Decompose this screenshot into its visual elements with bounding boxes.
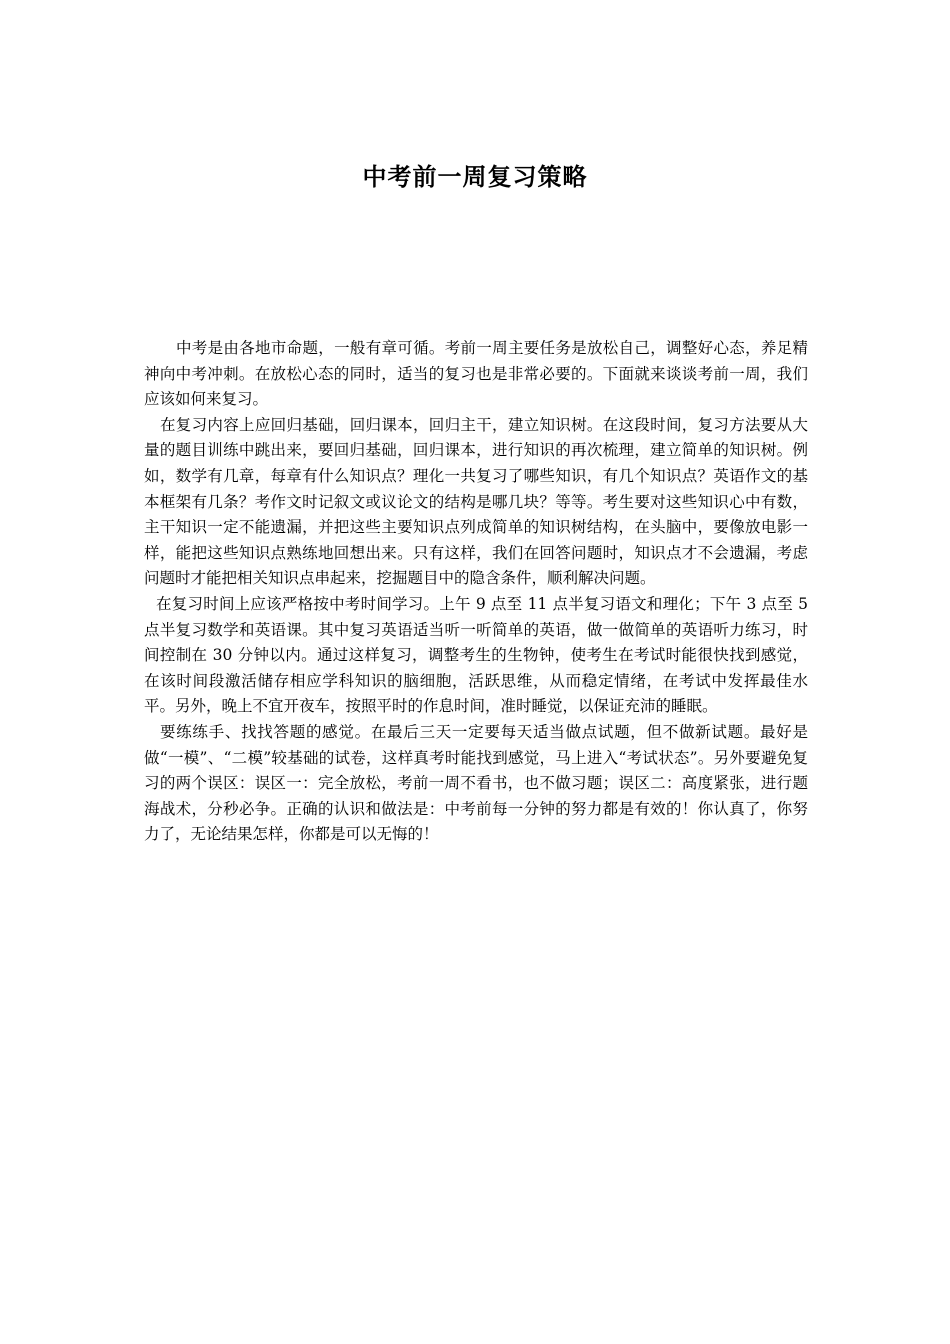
document-body bbox=[144, 336, 808, 848]
paragraph-practice: 要练练手、找找答题的感觉。在最后三天一定要每天适当做点试题，但不做新试题。最好是做“一模”、“二模”较基础的试卷，这样真考时能找到感觉，马上进入“考试状态”。另外要避免复习的两个误区：误区一：完全放松，考前一周不看书，也不做习题；误区二：高度紧张，进行题海战术，分秒必争。正确的认识和做法是：中考前每一分钟的努力都是有效的！你认真了，你努力了，无论结果怎样，你都是可以无悔的！ bbox=[144, 722, 808, 844]
paragraph-content-review: 在复习内容上应回归基础，回归课本，回归主干，建立知识树。在这段时间，复习方法要从大量的题目训练中跳出来，要回归基础，回归课本，进行知识的再次梳理，建立简单的知识树。例如，数学有几章，每章有什么知识点？理化一共复习了哪些知识，有几个知识点？英语作文的基本框架有几条？考作文时记叙文或议论文的结构是哪几块？等等。考生要对这些知识心中有数，主干知识一定不能遗漏，并把这些主要知识点列成简单的知识树结构，在头脑中，要像放电影一样，能把这些知识点熟练地回想出来。只有这样，我们在回答问题时，知识点才不会遗漏，考虑问题时才能把相关知识点串起来，挖掘题目中的隐含条件，顺利解决问题。 bbox=[144, 415, 808, 588]
paragraph-time-schedule: 在复习时间上应该严格按中考时间学习。上午 9 点至 11 点半复习语文和理化；下午 3 点至 5 点半复习数学和英语课。其中复习英语适当听一听简单的英语，做一做简单的英语听力练习，时间控制在 30 分钟以内。通过这样复习，调整考生的生物钟，使考生在考试时能很快找到感觉，在该时间段激活储存相应学科知识的脑细胞，活跃思维，从而稳定情绪，在考试中发挥最佳水平。另外，晚上不宜开夜车，按照平时的作息时间，准时睡觉，以保证充沛的睡眠。 bbox=[144, 594, 808, 716]
paragraph-intro: 中考是由各地市命题，一般有章可循。考前一周主要任务是放松自己，调整好心态，养足精神向中考冲刺。在放松心态的同时，适当的复习也是非常必要的。下面就来谈谈考前一周，我们应该如何来复习。 bbox=[144, 339, 808, 409]
document-title: 中考前一周复习策略 bbox=[362, 162, 588, 191]
